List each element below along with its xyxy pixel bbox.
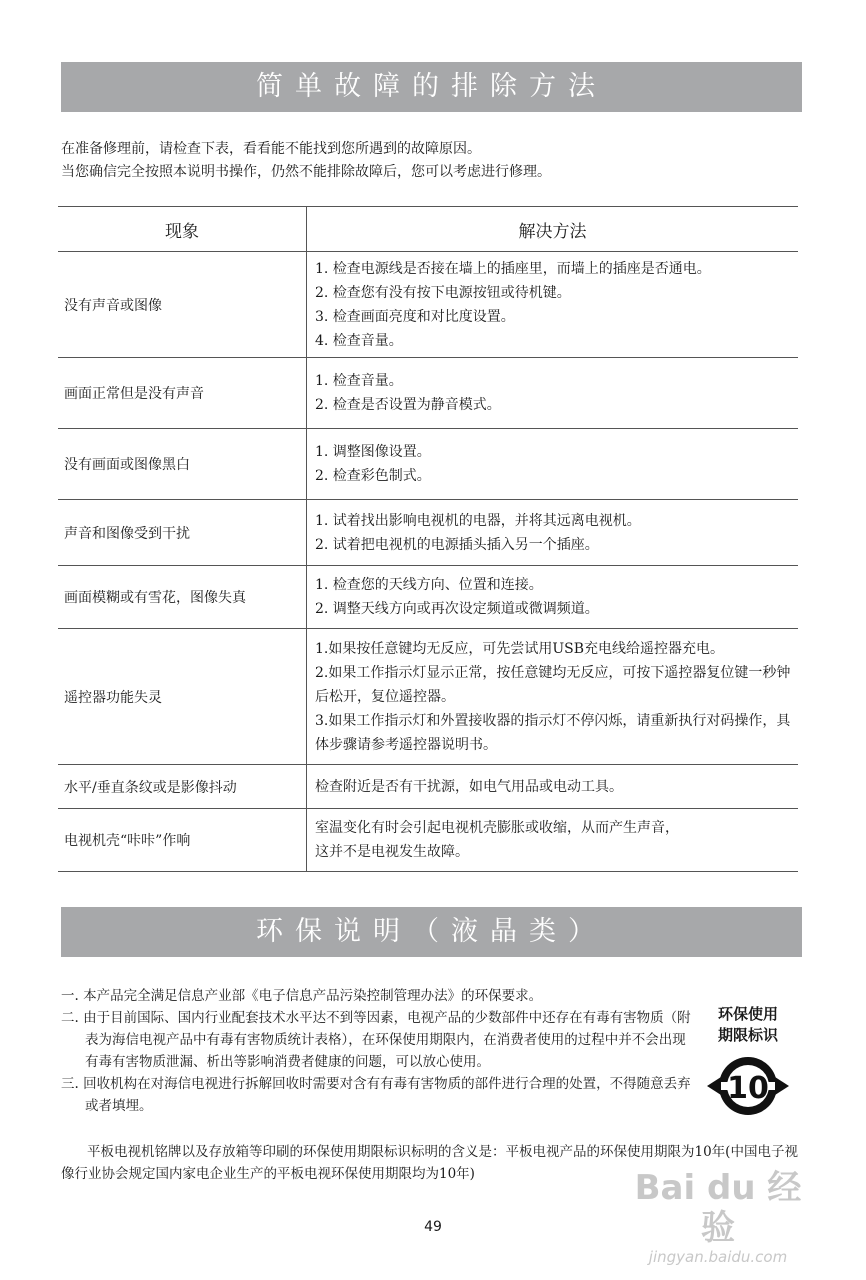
troubleshooting-table bbox=[58, 206, 798, 872]
table-row bbox=[58, 809, 798, 872]
eco-period-paragraph: 平板电视机铭牌以及存放箱等印刷的环保使用期限标识标明的含义是：平板电视产品的环保使用期限为10年(中国电子视像行业协会规定国内家电企业生产的平板电视环保使用期限均为10年) bbox=[61, 1144, 798, 1182]
page-number: 49 bbox=[424, 1219, 442, 1235]
solution-step: 检查附近是否有干扰源，如电气用品或电动工具。 bbox=[315, 778, 623, 795]
solution-step: 这并不是电视发生故障。 bbox=[315, 844, 469, 860]
watermark-url: jingyan.baidu.com bbox=[648, 1248, 788, 1266]
symptom-cell bbox=[58, 429, 307, 500]
symptom-text: 没有画面或图像黑白 bbox=[64, 457, 190, 473]
table-row bbox=[58, 629, 798, 765]
solution-step: 2. 检查彩色制式。 bbox=[315, 468, 431, 484]
solution-cell bbox=[307, 500, 799, 566]
symptom-text: 电视机壳“咔咔”作响 bbox=[64, 833, 191, 849]
symptom-cell bbox=[58, 809, 307, 872]
symptom-cell bbox=[58, 629, 307, 765]
solution-step: 1. 检查音量。 bbox=[315, 373, 403, 389]
column-header-solution: 解决方法 bbox=[307, 207, 799, 252]
column-header-symptom: 现象 bbox=[58, 207, 307, 252]
solution-cell bbox=[307, 809, 799, 872]
baidu-watermark bbox=[618, 1168, 818, 1266]
solution-step: 2. 试着把电视机的电源插头插入另一个插座。 bbox=[315, 536, 599, 553]
solution-step: 2. 调整天线方向或再次设定频道或微调频道。 bbox=[315, 601, 599, 617]
solution-cell bbox=[307, 629, 799, 765]
symptom-cell bbox=[58, 252, 307, 358]
solution-step: 1. 检查电源线是否接在墙上的插座里，而墙上的插座是否通电。 bbox=[315, 260, 711, 277]
watermark-logo: Bai du 经验 bbox=[634, 1168, 802, 1248]
solution-step: 1. 调整图像设置。 bbox=[315, 444, 431, 460]
list-item: 二. 由于目前国际、国内行业配套技术水平达不到等因素，电视产品的少数部件中还存在有毒有害物质（附表为海信电视产品中有毒有害物质统计表格），在环保使用期限内，在消费者使用的过程中并不会出现有毒有害物质泄漏、析出等影响消费者健康的问题，可以放心使用。 bbox=[61, 1010, 691, 1070]
symptom-cell bbox=[58, 358, 307, 429]
mark-title-line: 环保使用 bbox=[717, 1005, 778, 1023]
solution-step: 室温变化有时会引起电视机壳膨胀或收缩，从而产生声音， bbox=[315, 820, 679, 836]
table-row bbox=[58, 765, 798, 809]
list-item: 三. 回收机构在对海信电视进行拆解回收时需要对含有有毒有害物质的部件进行合理的处置，不得随意丢弃或者填埋。 bbox=[61, 1076, 691, 1114]
symptom-cell bbox=[58, 566, 307, 629]
mark-title-line: 期限标识 bbox=[717, 1026, 778, 1044]
solution-cell bbox=[307, 566, 799, 629]
solution-cell bbox=[307, 358, 799, 429]
symptom-cell bbox=[58, 500, 307, 566]
table-row bbox=[58, 358, 798, 429]
symptom-cell bbox=[58, 765, 307, 809]
solution-step: 4. 检查音量。 bbox=[315, 332, 403, 349]
solution-step: 2. 检查您有没有按下电源按钮或待机键。 bbox=[315, 284, 571, 301]
solution-step: 1.如果按任意键均无反应，可先尝试用USB充电线给遥控器充电。 bbox=[315, 640, 725, 657]
table-row bbox=[58, 500, 798, 566]
table-row bbox=[58, 566, 798, 629]
environmental-list bbox=[61, 985, 691, 1117]
section-title-troubleshooting: 简单故障的排除方法 bbox=[61, 62, 802, 112]
symptom-text: 声音和图像受到干扰 bbox=[64, 525, 190, 542]
section-title-environmental: 环保说明（液晶类） bbox=[61, 907, 802, 957]
symptom-text: 遥控器功能失灵 bbox=[64, 689, 162, 706]
table-row bbox=[58, 252, 798, 358]
mark-number: 10 bbox=[727, 1071, 769, 1106]
intro-text bbox=[61, 138, 551, 184]
symptom-text: 画面模糊或有雪花，图像失真 bbox=[64, 590, 246, 606]
symptom-text: 水平/垂直条纹或是影像抖动 bbox=[64, 779, 237, 796]
symptom-text: 画面正常但是没有声音 bbox=[64, 386, 204, 402]
solution-step: 2.如果工作指示灯显示正常，按任意键均无反应，可按下遥控器复位键一秒钟后松开，复位遥控器。 bbox=[315, 664, 791, 705]
solution-step: 1. 试着找出影响电视机的电器，并将其远离电视机。 bbox=[315, 512, 641, 529]
eco-period-mark bbox=[705, 1004, 791, 1124]
solution-step: 2. 检查是否设置为静音模式。 bbox=[315, 397, 501, 413]
solution-step: 3. 检查画面亮度和对比度设置。 bbox=[315, 308, 515, 325]
solution-cell bbox=[307, 252, 799, 358]
solution-cell bbox=[307, 765, 799, 809]
solution-step: 3.如果工作指示灯和外置接收器的指示灯不停闪烁，请重新执行对码操作，具体步骤请参考遥控器说明书。 bbox=[315, 712, 791, 753]
table-header-row bbox=[58, 207, 798, 252]
recycle-10-icon bbox=[705, 1046, 791, 1120]
list-item: 一. 本产品完全满足信息产业部《电子信息产品污染控制管理办法》的环保要求。 bbox=[61, 988, 543, 1004]
table-row bbox=[58, 429, 798, 500]
solution-step: 1. 检查您的天线方向、位置和连接。 bbox=[315, 577, 543, 593]
symptom-text: 没有声音或图像 bbox=[64, 297, 162, 314]
intro-line: 当您确信完全按照本说明书操作，仍然不能排除故障后，您可以考虑进行修理。 bbox=[61, 164, 551, 180]
solution-cell bbox=[307, 429, 799, 500]
intro-line: 在准备修理前，请检查下表，看看能不能找到您所遇到的故障原因。 bbox=[61, 141, 481, 157]
